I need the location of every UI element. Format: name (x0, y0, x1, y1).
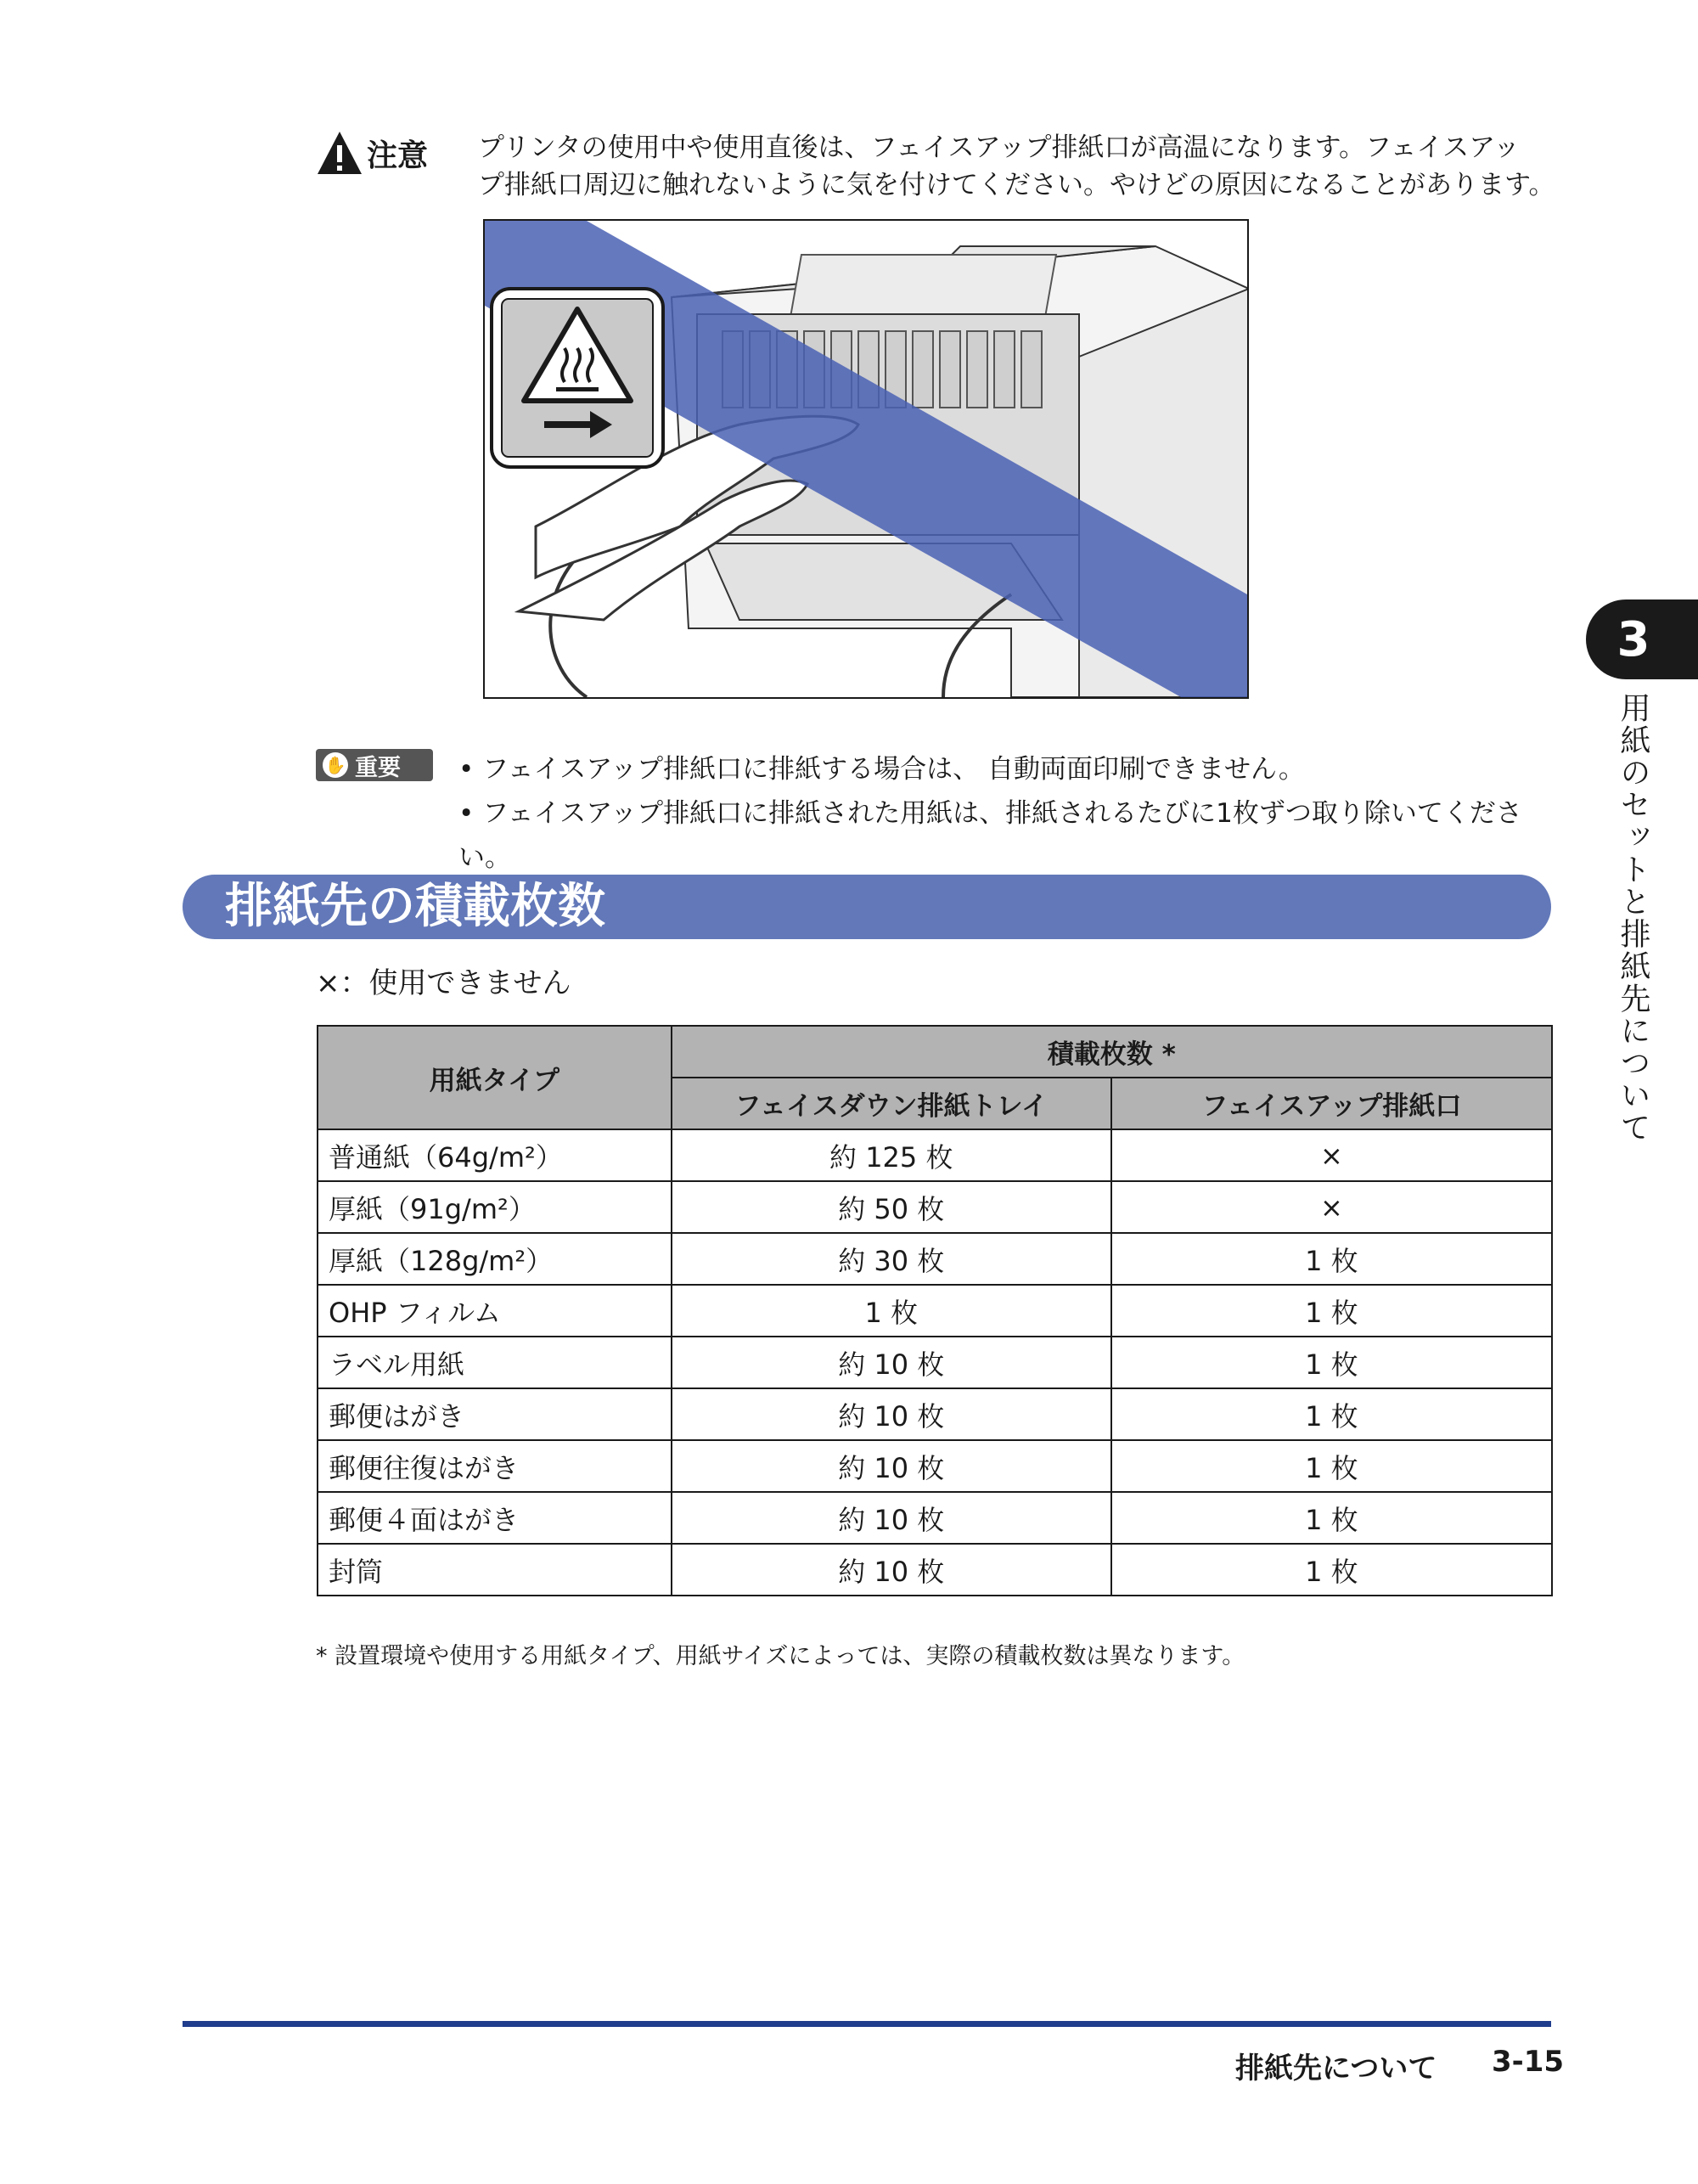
table-row (318, 1440, 1552, 1492)
cell-paper-type: 郵便はがき (318, 1388, 672, 1440)
cell-facedown: 約 30 枚 (672, 1233, 1111, 1285)
caution-line-2: プ排紙口周辺に触れないように気を付けてください。やけどの原因になることがあります。 (478, 170, 1555, 200)
important-list (458, 747, 1562, 880)
cell-paper-type: ラベル用紙 (318, 1337, 672, 1388)
cell-facedown: 約 10 枚 (672, 1337, 1111, 1388)
cell-paper-type: 普通紙（64g/m²） (318, 1129, 672, 1181)
page-number: 3-15 (1492, 2045, 1565, 2079)
cell-facedown: 約 10 枚 (672, 1388, 1111, 1440)
section-heading: 排紙先の積載枚数 (183, 875, 1551, 939)
printer-illustration (485, 221, 1247, 697)
caution-label (316, 127, 443, 178)
important-item: • フェイスアップ排紙口に排紙された用紙は、排紙されるたびに1枚ずつ取り除いてください。 (458, 791, 1562, 880)
table-row (318, 1233, 1552, 1285)
table-row (318, 1544, 1552, 1596)
important-item: • フェイスアップ排紙口に排紙する場合は、 自動両面印刷できません。 (458, 747, 1562, 791)
caution-title: 注意 (367, 138, 429, 173)
important-badge (316, 749, 433, 781)
cell-facedown: 約 10 枚 (672, 1440, 1111, 1492)
cell-paper-type: 郵便往復はがき (318, 1440, 672, 1492)
header-faceup: フェイスアップ排紙口 (1111, 1078, 1552, 1129)
header-facedown: フェイスダウン排紙トレイ (672, 1078, 1111, 1129)
header-paper-type: 用紙タイプ (318, 1026, 672, 1129)
printer-hot-surface-illustration (483, 219, 1249, 699)
cell-paper-type: 郵便４面はがき (318, 1492, 672, 1544)
table-row (318, 1388, 1552, 1440)
important-label: 重要 (355, 754, 401, 781)
stacking-capacity-table (317, 1025, 1553, 1596)
caution-line-1: プリンタの使用中や使用直後は、フェイスアップ排紙口が高温になります。フェイスアッ (478, 132, 1520, 163)
table-footnote: * 設置環境や使用する用紙タイプ、用紙サイズによっては、実際の積載枚数は異なります。 (316, 1643, 1245, 1669)
cell-faceup: 1 枚 (1111, 1544, 1552, 1596)
chapter-title-vertical: 用紙のセットと排紙先について (1616, 692, 1650, 1144)
chapter-number-tab: 3 (1586, 599, 1698, 679)
table-row (318, 1337, 1552, 1388)
cell-faceup: 1 枚 (1111, 1285, 1552, 1337)
cell-faceup: 1 枚 (1111, 1388, 1552, 1440)
cell-facedown: 約 125 枚 (672, 1129, 1111, 1181)
cell-paper-type: 封筒 (318, 1544, 672, 1596)
cell-faceup: 1 枚 (1111, 1440, 1552, 1492)
cell-faceup: 1 枚 (1111, 1233, 1552, 1285)
table-row (318, 1181, 1552, 1233)
cell-paper-type: 厚紙（128g/m²） (318, 1233, 672, 1285)
cell-faceup: × (1111, 1181, 1552, 1233)
table-row (318, 1285, 1552, 1337)
cell-paper-type: 厚紙（91g/m²） (318, 1181, 672, 1233)
caution-text (478, 129, 1556, 204)
cell-facedown: 約 10 枚 (672, 1492, 1111, 1544)
cell-faceup: × (1111, 1129, 1552, 1181)
hand-stop-icon: ✋ (323, 752, 348, 778)
header-capacity: 積載枚数 * (672, 1026, 1552, 1078)
cell-faceup: 1 枚 (1111, 1492, 1552, 1544)
legend-unavailable: ×：使用できません (316, 966, 571, 1000)
footer-rule (183, 2021, 1551, 2027)
table-row (318, 1129, 1552, 1181)
table-row (318, 1492, 1552, 1544)
warning-triangle-icon (316, 130, 363, 176)
cell-paper-type: OHP フィルム (318, 1285, 672, 1337)
footer-section-title: 排紙先について (1235, 2052, 1437, 2085)
cell-facedown: 1 枚 (672, 1285, 1111, 1337)
cell-facedown: 約 10 枚 (672, 1544, 1111, 1596)
cell-facedown: 約 50 枚 (672, 1181, 1111, 1233)
cell-faceup: 1 枚 (1111, 1337, 1552, 1388)
